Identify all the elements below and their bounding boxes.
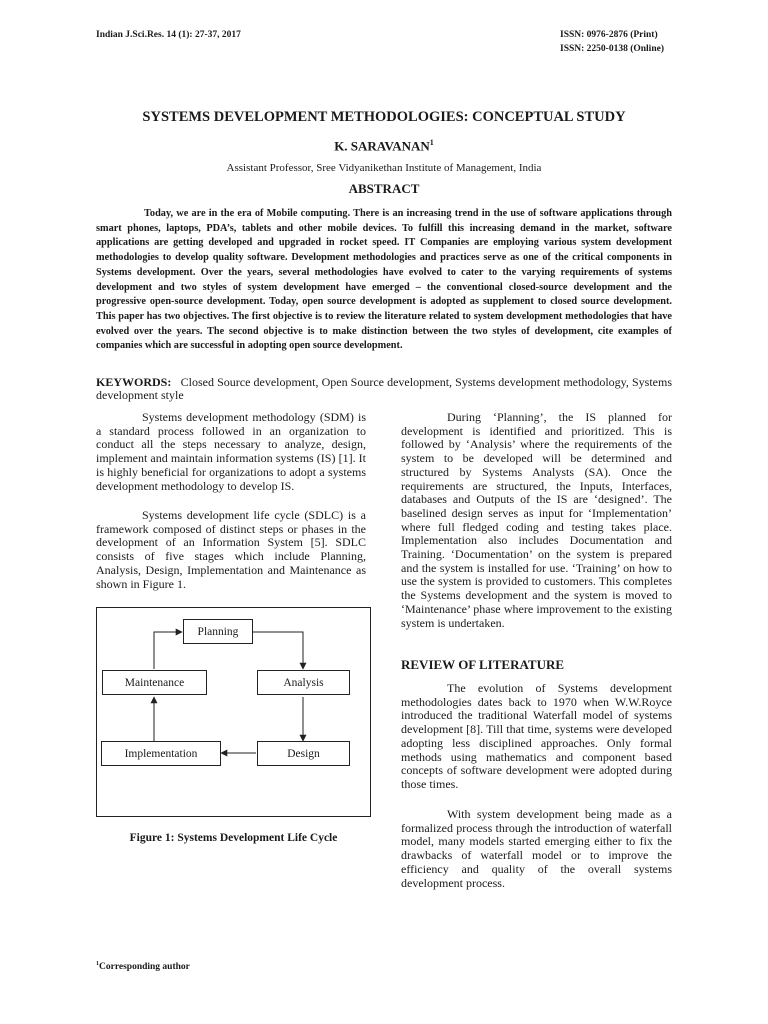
- paper-title: SYSTEMS DEVELOPMENT METHODOLOGIES: CONCEPTUAL STUDY: [142, 109, 626, 125]
- arrow-maintenance-planning: [154, 632, 182, 669]
- author-name: K. SARAVANAN$^1$: [334, 138, 434, 154]
- left-paragraph-2: Systems development life cycle (SDLC) is a framework composed of distinct steps or phases in the development of an Information System [5]. SDLC consists of five stages which include Planning, Analysis, Design, Implementation and Maintenance as shown in Figure 1.: [96, 508, 366, 591]
- right-paragraph-2: The evolution of Systems development methodologies dates back to 1970 when W.W.Royce introduced the traditional Waterfall model of systems development [8]. Till that time, systems were developed adopting less disciplined approaches. Only formal methods using mathematics and component based concepts of software development were adopted during those times.: [401, 681, 672, 791]
- abstract-text: Today, we are in the era of Mobile computing. There is an increasing trend in the use of software applications through smart phones, laptops, PDA’s, tablets and other mobile devices. To fulfill this increasing demand in the market, software applications are getting developed and upgraded in rocket speed. IT Companies are employing various system development methodologies to develop quality software. Development methodologies and practices serve as one of the critical components in Systems development. Over the years, several methodologies have evolved to cater to the varying requirements of systems development and two styles of system development have emerged – the conventional closed-source development and the progressive open-source development. Today, open source development is adopted as supplement to closed source development. This paper has two objectives. The first objective is to review the literature related to system development methodologies that have evolved over the years. The second objective is to make distinction between the two styles of development, cite examples of companies which are successful in adopting open source development.: [96, 208, 672, 352]
- keywords: [96, 376, 672, 402]
- node-maintenance: Maintenance: [102, 670, 207, 695]
- footnote: [96, 961, 190, 972]
- journal-citation: Indian J.Sci.Res. 14 (1): 27-37, 2017: [96, 30, 241, 40]
- arrow-planning-analysis: [253, 632, 303, 669]
- footnote-marker: 1: [96, 961, 99, 967]
- issn-print: ISSN: 0976-2876 (Print): [560, 30, 658, 40]
- figure-caption: Figure 1: Systems Development Life Cycle: [129, 832, 338, 844]
- right-paragraph-1: During ‘Planning’, the IS planned for development is identified and prioritized. This is followed by ‘Analysis’ where the requirements of the system to be developed will be determined and structured by Systems Analysts (SA). Once the requirements are structured, the Inputs, Interfaces, databases and Outputs of the IS are ‘designed’. The baselined design serves as input for ‘Implementation’ where full fledged coding and testing takes place. Implementation also includes Documentation and Training. ‘Documentation’ on the system is prepared and the system is installed for use. ‘Training’ on how to use the system is provided to customers. This completes the Systems development and the system is moved to ‘Maintenance’ phase where improvement to the existing system is undertaken.: [401, 410, 672, 630]
- section-heading-review: REVIEW OF LITERATURE: [401, 657, 565, 672]
- author-affiliation: Assistant Professor, Sree Vidyanikethan Institute of Management, India: [226, 162, 542, 174]
- keywords-text: Closed Source development, Open Source development, Systems development methodology, Systems development style: [96, 375, 672, 402]
- node-implementation: Implementation: [101, 741, 221, 766]
- issn-online: ISSN: 2250-0138 (Online): [560, 44, 664, 54]
- sdlc-figure: [96, 607, 371, 817]
- abstract-heading: ABSTRACT: [348, 181, 420, 196]
- left-paragraph-1: Systems development methodology (SDM) is a standard process followed in an organization to conduct all the steps necessary to analyze, design, implement and maintain information systems (IS) [1]. It is highly beneficial for organizations to adopt a systems development methodology to develop IS.: [96, 410, 366, 493]
- footnote-text: Corresponding author: [99, 962, 190, 973]
- keywords-label: KEYWORDS:: [96, 375, 172, 389]
- node-planning: Planning: [183, 619, 253, 644]
- author-superscript: 1: [429, 138, 434, 147]
- node-design: Design: [257, 741, 350, 766]
- node-analysis: Analysis: [257, 670, 350, 695]
- right-paragraph-3: With system development being made as a formalized process through the introduction of waterfall model, many models started emerging either to fix the drawbacks of waterfall model or to improve the efficiency and quality of the overall systems development process.: [401, 807, 672, 890]
